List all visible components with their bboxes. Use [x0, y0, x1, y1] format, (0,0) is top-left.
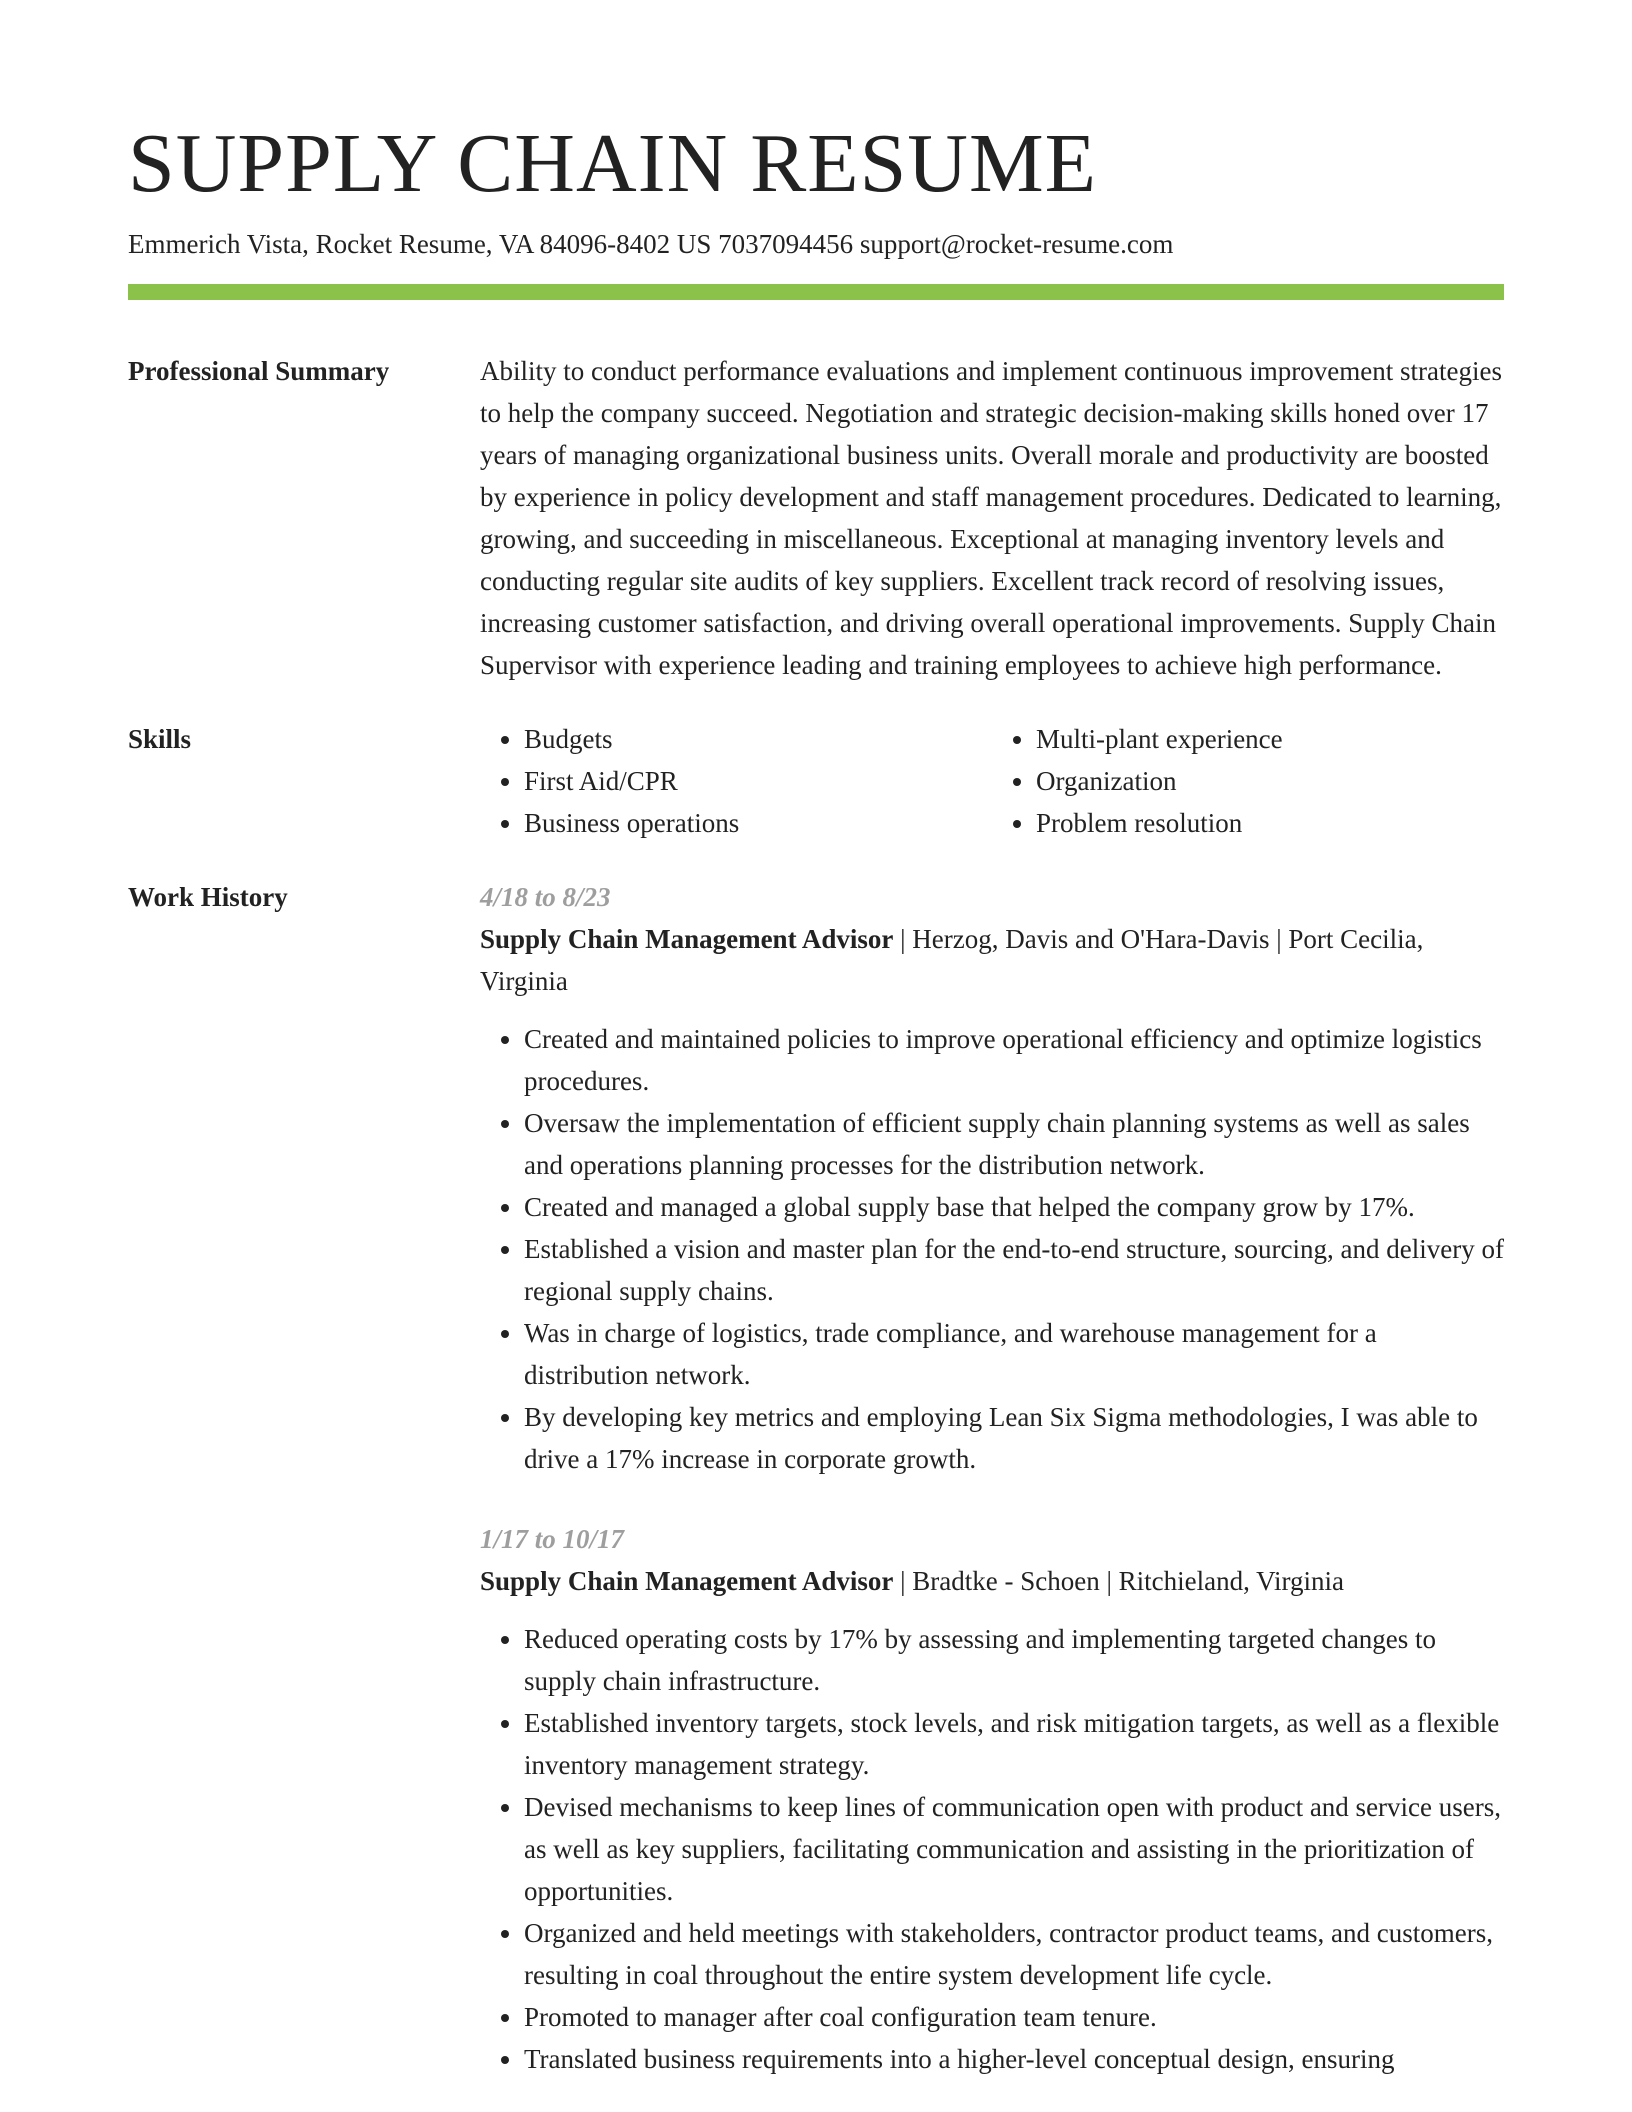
- job-entry: [480, 1518, 1504, 2080]
- job-heading: [480, 918, 1504, 1002]
- job-dates: 4/18 to 8/23: [480, 882, 611, 913]
- job-bullet: • Created and maintained policies to improve operational efficiency and optimize logistics procedures.: [524, 1018, 1504, 1102]
- job-details: | Herzog, Davis and O'Hara-Davis | Port Cecilia, Virginia: [480, 924, 1424, 997]
- section-label-summary: Professional Summary: [128, 356, 390, 387]
- professional-summary-section: [128, 350, 1504, 686]
- work-history-section: [128, 876, 1504, 2080]
- resume-title: SUPPLY CHAIN RESUME: [128, 117, 1097, 210]
- summary-text: Ability to conduct performance evaluations and implement continuous improvement strategies to help the company succeed. Negotiation and strategic decision-making skills honed over 17 years of managing organizational business units. Overall morale and productivity are boosted by experience in policy development and staff management procedures. Dedicated to learning, growing, and succeeding in miscellaneous. Exceptional at managing inventory levels and conducting regular site audits of key suppliers. Excellent track record of resolving issues, increasing customer satisfaction, and driving overall operational improvements. Supply Chain Supervisor with experience leading and training employees to achieve high performance.: [480, 356, 1502, 681]
- job-bullet: • Translated business requirements into a higher-level conceptual design, ensuring: [524, 2038, 1504, 2080]
- skill-item: • Organization: [1036, 760, 1504, 802]
- job-bullet: • By developing key metrics and employing Lean Six Sigma methodologies, I was able to drive a 17% increase in corporate growth.: [524, 1396, 1504, 1480]
- job-bullet: • Oversaw the implementation of efficient supply chain planning systems as well as sales and operations planning processes for the distribution network.: [524, 1102, 1504, 1186]
- job-bullet: • Organized and held meetings with stakeholders, contractor product teams, and customers, resulting in coal throughout the entire system development life cycle.: [524, 1912, 1504, 1996]
- skill-item: • Multi-plant experience: [1036, 718, 1504, 760]
- job-bullet: • Created and managed a global supply base that helped the company grow by 17%.: [524, 1186, 1504, 1228]
- job-entry: [480, 876, 1504, 1480]
- skills-section: [128, 718, 1504, 844]
- job-bullet: • Established inventory targets, stock levels, and risk mitigation targets, as well as a flexible inventory management strategy.: [524, 1702, 1504, 1786]
- skill-item: • First Aid/CPR: [524, 760, 992, 802]
- job-role: Supply Chain Management Advisor: [480, 1566, 894, 1597]
- job-bullet: • Promoted to manager after coal configuration team tenure.: [524, 1996, 1504, 2038]
- skills-column-2: [992, 718, 1504, 844]
- skills-grid: [480, 718, 1504, 844]
- job-bullets: [480, 1018, 1504, 1480]
- job-bullet: • Reduced operating costs by 17% by assessing and implementing targeted changes to supply chain infrastructure.: [524, 1618, 1504, 1702]
- job-details: | Bradtke - Schoen | Ritchieland, Virginia: [893, 1566, 1344, 1597]
- skills-column-1: [480, 718, 992, 844]
- job-dates: 1/17 to 10/17: [480, 1524, 625, 1555]
- job-role: Supply Chain Management Advisor: [480, 924, 894, 955]
- job-bullets: [480, 1618, 1504, 2080]
- skill-item: • Budgets: [524, 718, 992, 760]
- job-bullet: • Was in charge of logistics, trade compliance, and warehouse management for a distribution network.: [524, 1312, 1504, 1396]
- skill-item: • Business operations: [524, 802, 992, 844]
- job-bullet: • Established a vision and master plan for the end-to-end structure, sourcing, and delivery of regional supply chains.: [524, 1228, 1504, 1312]
- section-label-work: Work History: [128, 882, 288, 913]
- skill-item: • Problem resolution: [1036, 802, 1504, 844]
- contact-line: Emmerich Vista, Rocket Resume, VA 84096-8402 US 7037094456 support@rocket-resume.com: [128, 229, 1174, 260]
- work-history-content: [480, 876, 1504, 2080]
- job-heading: [480, 1560, 1504, 1602]
- accent-divider: [128, 284, 1504, 300]
- job-bullet: • Devised mechanisms to keep lines of communication open with product and service users, as well as key suppliers, facilitating communication and assisting in the prioritization of opportunities.: [524, 1786, 1504, 1912]
- section-label-skills: Skills: [128, 724, 192, 755]
